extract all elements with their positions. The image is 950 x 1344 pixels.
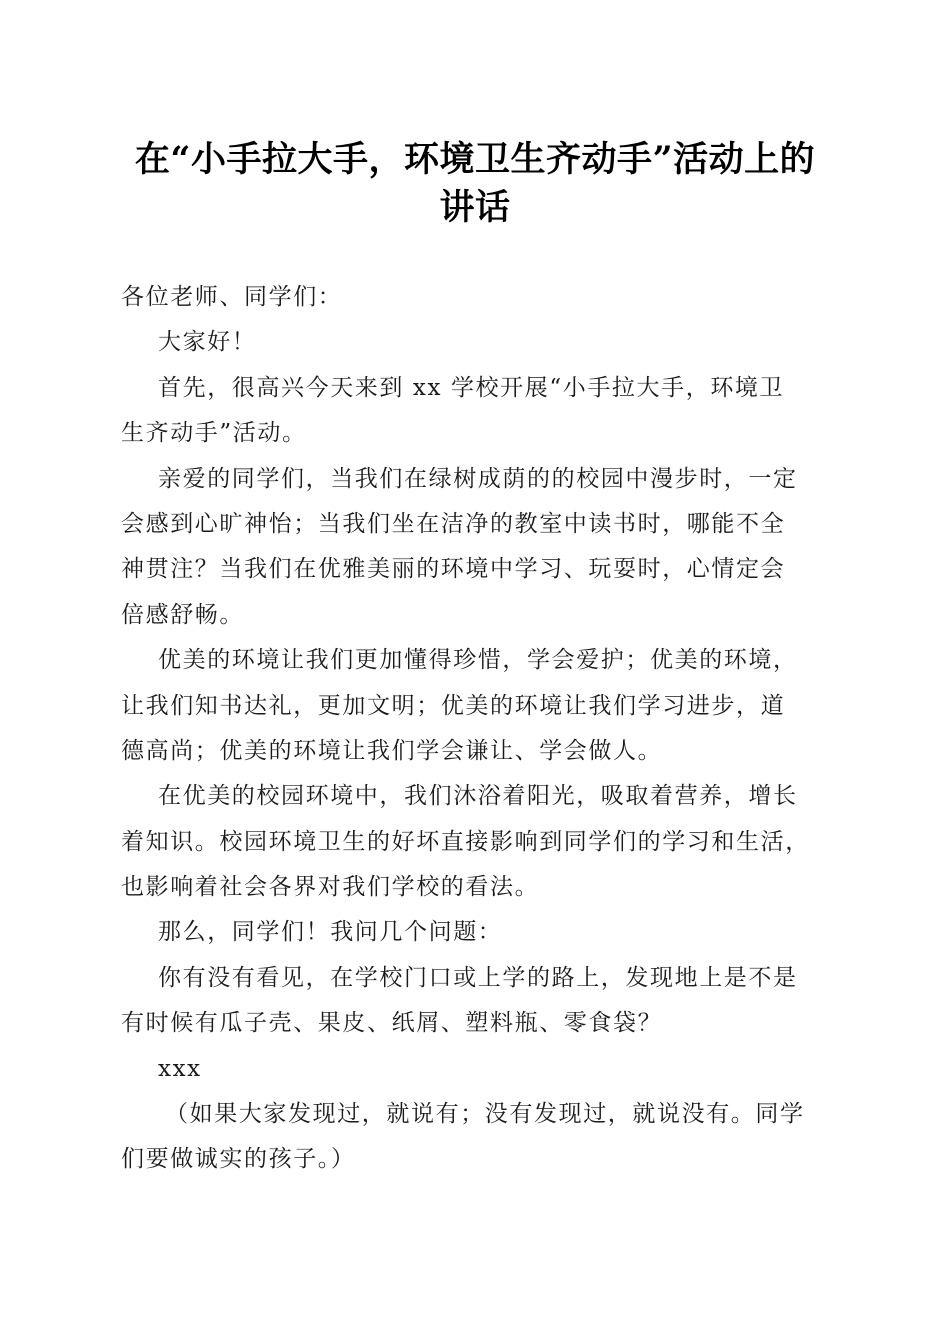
paragraph-2-line: 倍感舒畅。: [121, 601, 244, 628]
paragraph-8-line: 们要做诚实的孩子。）: [121, 1146, 356, 1173]
document-body: [121, 275, 826, 1183]
greeting: 大家好！: [158, 329, 257, 356]
title-line: 讲话: [439, 187, 511, 228]
paragraph-2-line: 会感到心旷神怡；当我们坐在洁净的教室中读书时，哪能不全: [121, 510, 786, 537]
paragraph-3-line: 让我们知书达礼，更加文明；优美的环境让我们学习进步，道: [121, 692, 786, 719]
paragraph-4-line: 也影响着社会各界对我们学校的看法。: [121, 874, 540, 901]
paragraph-6-line: 有时候有瓜子壳、果皮、纸屑、塑料瓶、零食袋？: [121, 1010, 663, 1037]
paragraph-1-line: 首先，很高兴今天来到 xx 学校开展“小手拉大手，环境卫: [158, 374, 785, 401]
paragraph-2-line: 神贯注？当我们在优雅美丽的环境中学习、玩耍时，心情定会: [121, 556, 786, 583]
paragraph-2-line: 亲爱的同学们，当我们在绿树成荫的的校园中漫步时，一定: [158, 465, 798, 492]
salutation: 各位老师、同学们：: [121, 284, 343, 310]
paragraph-3-line: 优美的环境让我们更加懂得珍惜，学会爱护；优美的环境，: [158, 647, 798, 674]
title-line: 在“小手拉大手，环境卫生齐动手”活动上的: [134, 139, 816, 180]
paragraph-6-line: 你有没有看见，在学校门口或上学的路上，发现地上是不是: [158, 964, 798, 991]
paragraph-8-line: （如果大家发现过，就说有；没有发现过，就说没有。同学: [165, 1101, 805, 1128]
paragraph-7: xxx: [158, 1055, 202, 1082]
paragraph-4-line: 着知识。校园环境卫生的好坏直接影响到同学们的学习和生活，: [121, 828, 810, 855]
paragraph-1-line: 生齐动手”活动。: [121, 420, 307, 447]
document-title: [110, 136, 840, 232]
paragraph-4-line: 在优美的校园环境中，我们沐浴着阳光，吸取着营养，增长: [158, 783, 798, 810]
paragraph-3-line: 德高尚；优美的环境让我们学会谦让、学会做人。: [121, 737, 663, 764]
paragraph-5: 那么，同学们！我问几个问题：: [158, 919, 503, 946]
